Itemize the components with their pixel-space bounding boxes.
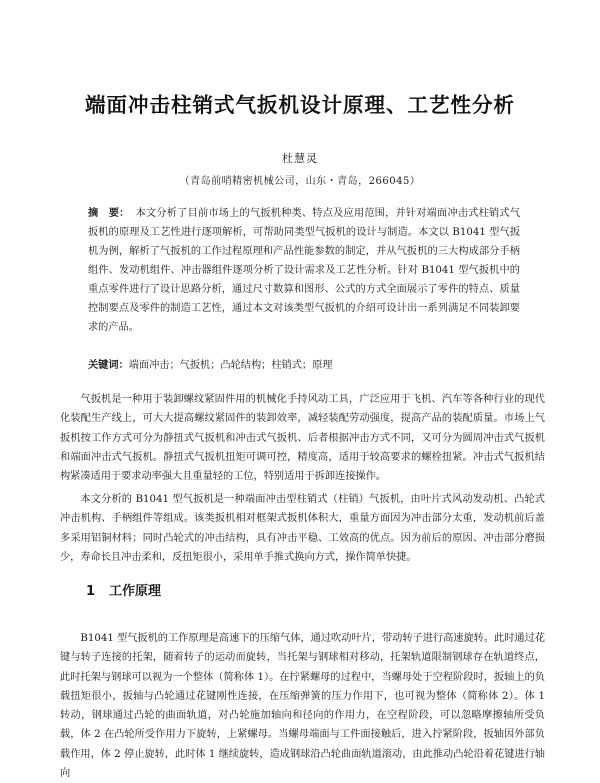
body-paragraph: 本文分析的 B1041 型气扳机是一种端面冲击型柱销式（柱销）气扳机，由叶片式风动发动机、凸轮式冲击机构、手柄组件等组成。该类扳机相对框架式扳机体积大，重量方面因为冲击部分太重，发动机前后盖多采用铝铜材料；同时凸轮式的冲击结构，具有冲击平稳、工效高的优点。因为前后的原因、冲击部分磨损少，寿命长且冲击柔和，反扭矩很小，采用单手推式换向方式，操作简单快捷。 — [60, 494, 545, 563]
paper-title: 端面冲击柱销式气扳机设计原理、工艺性分析 — [85, 93, 515, 117]
keywords-text: 端面冲击；气扳机；凸轮结构；柱销式；原理 — [128, 360, 333, 371]
section-title: 工作原理 — [109, 584, 162, 599]
abstract-text: 本文分析了目前市场上的气扳机种类、特点及应用范围，并针对端面冲击式柱销式气扳机的原理及工艺性进行逐项解析，可帮助同类型气扳机的设计与制造。本文以 B1041 型气扳机为例，解析了气扳机的工作过程原理和产品性能参数的制定，并从气扳机的三大构成部分手柄组件、发动机组件、冲击器组件逐项分析了设计需求及工艺性分析。针对 B1041 型气扳机中的重点零件进行了设计思路分析，通过尺寸数算和图形、公式的方式全面展示了零件的特点、质量控制要点及零件的制造工艺性，通过本文对该类型气扳机的介绍可设计出一系列满足不同装卸要求的产品。 — [88, 208, 521, 333]
keywords-label: 关键词： — [88, 360, 129, 371]
abstract-label: 摘 要： — [88, 208, 130, 219]
abstract — [88, 204, 520, 337]
author-name: 杜慧灵 — [282, 152, 318, 165]
author-affiliation: （青岛前哨精密机械公司，山东・青岛，266045） — [179, 176, 421, 187]
keywords — [88, 357, 520, 375]
body-paragraph: 气扳机是一种用于装卸螺纹紧固件用的机械化手持风动工具，广泛应用于飞机、汽车等各种行业的现代化装配生产线上，可大大提高螺纹紧固件的装卸效率，减轻装配劳动强度，提高产品的装配质量。市场上气扳机按工作方式可分为静扭式气扳机和冲击式气扳机、后者根据冲击方式不同，又可分为圆周冲击式气扳机和端面冲击式气扳机。静扭式气扳机扭矩可调可控，精度高，适用于较高要求的螺栓扭紧。冲击式气扳机结构紧凑适用于要求动率强大且重量轻的工位，特别适用于拆卸连接操作。 — [60, 394, 545, 483]
body-paragraph: B1041 型气扳机的工作原理是高速下的压缩气体，通过吹动叶片，带动转子进行高速旋转。此时通过花键与转子连接的托架，随着转子的运动而旋转，当托架与钢球相对移动，托架轨道限制钢球存在轨道终点，此时托架与钢球可以视为一个整体（简称体 1）。在拧紧螺母的过程中，当螺母处于空程阶段时，扳轴上的负载扭矩很小，扳轴与凸轮通过花键刚性连接，在压缩弹簧的压力作用下，也可视为整体（简称体 2）。体 1 转动，钢球通过凸轮的曲面轨道，对凸轮施加轴向和径向的作用力，在空程阶段，可以忽略摩擦轴所受负载，体 2 在凸轮所受作用力下旋转，上紧螺母。当螺母端面与工件面接触后，进入拧紧阶段，扳轴因外部负载作用，体 2 停止旋转，此时体 1 继续旋转，造成钢球沿凸轮曲面轨道滚动，由此推动凸轮沿着花键进行轴向 — [60, 633, 545, 780]
section-heading — [86, 580, 161, 599]
section-number: 1 — [86, 584, 96, 599]
